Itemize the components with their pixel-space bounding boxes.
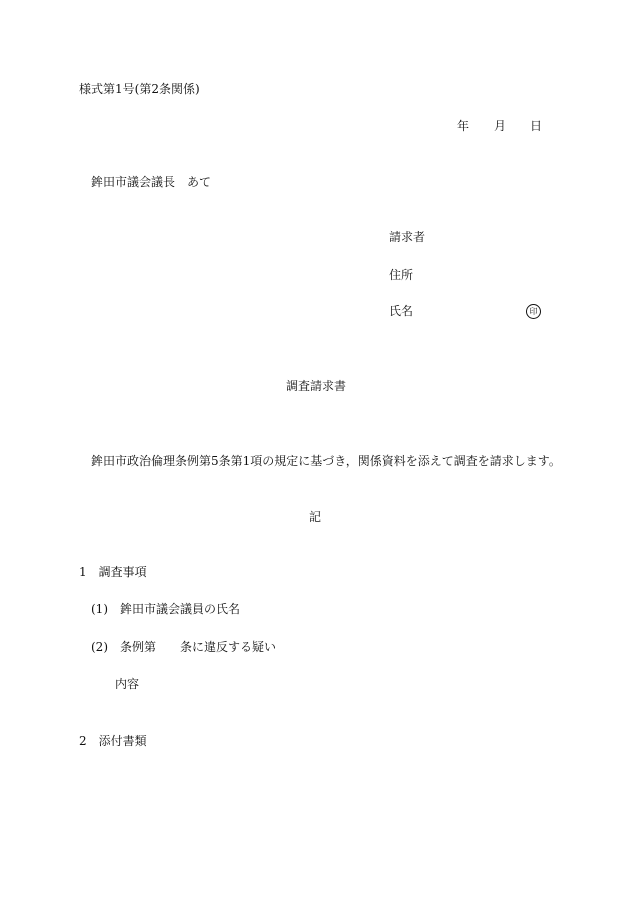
- requester-label: 請求者: [389, 230, 426, 244]
- date-month-label: 月: [494, 119, 507, 133]
- form-number: 様式第1号(第2条関係): [79, 82, 200, 96]
- date-day-label: 日: [530, 119, 543, 133]
- ki-heading: 記: [309, 510, 322, 524]
- addressee: 鉾田市議会議長 あて: [91, 175, 212, 189]
- item-attachments: 2 添付書類: [79, 734, 147, 748]
- content-label: 内容: [115, 677, 140, 691]
- seal-mark: 印: [526, 304, 541, 319]
- name-label: 氏名: [389, 304, 414, 318]
- address-label: 住所: [389, 268, 414, 282]
- date-year-label: 年: [457, 119, 470, 133]
- body-text: 鉾田市政治倫理条例第5条第1項の規定に基づき，関係資料を添えて調査を請求します。: [91, 454, 561, 468]
- item-investigation-matters: 1 調査事項: [79, 565, 147, 579]
- sub-item-member-name: (1) 鉾田市議会議員の氏名: [91, 602, 240, 616]
- document-title: 調査請求書: [286, 379, 347, 393]
- sub-item-violation: (2) 条例第 条に違反する疑い: [91, 640, 276, 654]
